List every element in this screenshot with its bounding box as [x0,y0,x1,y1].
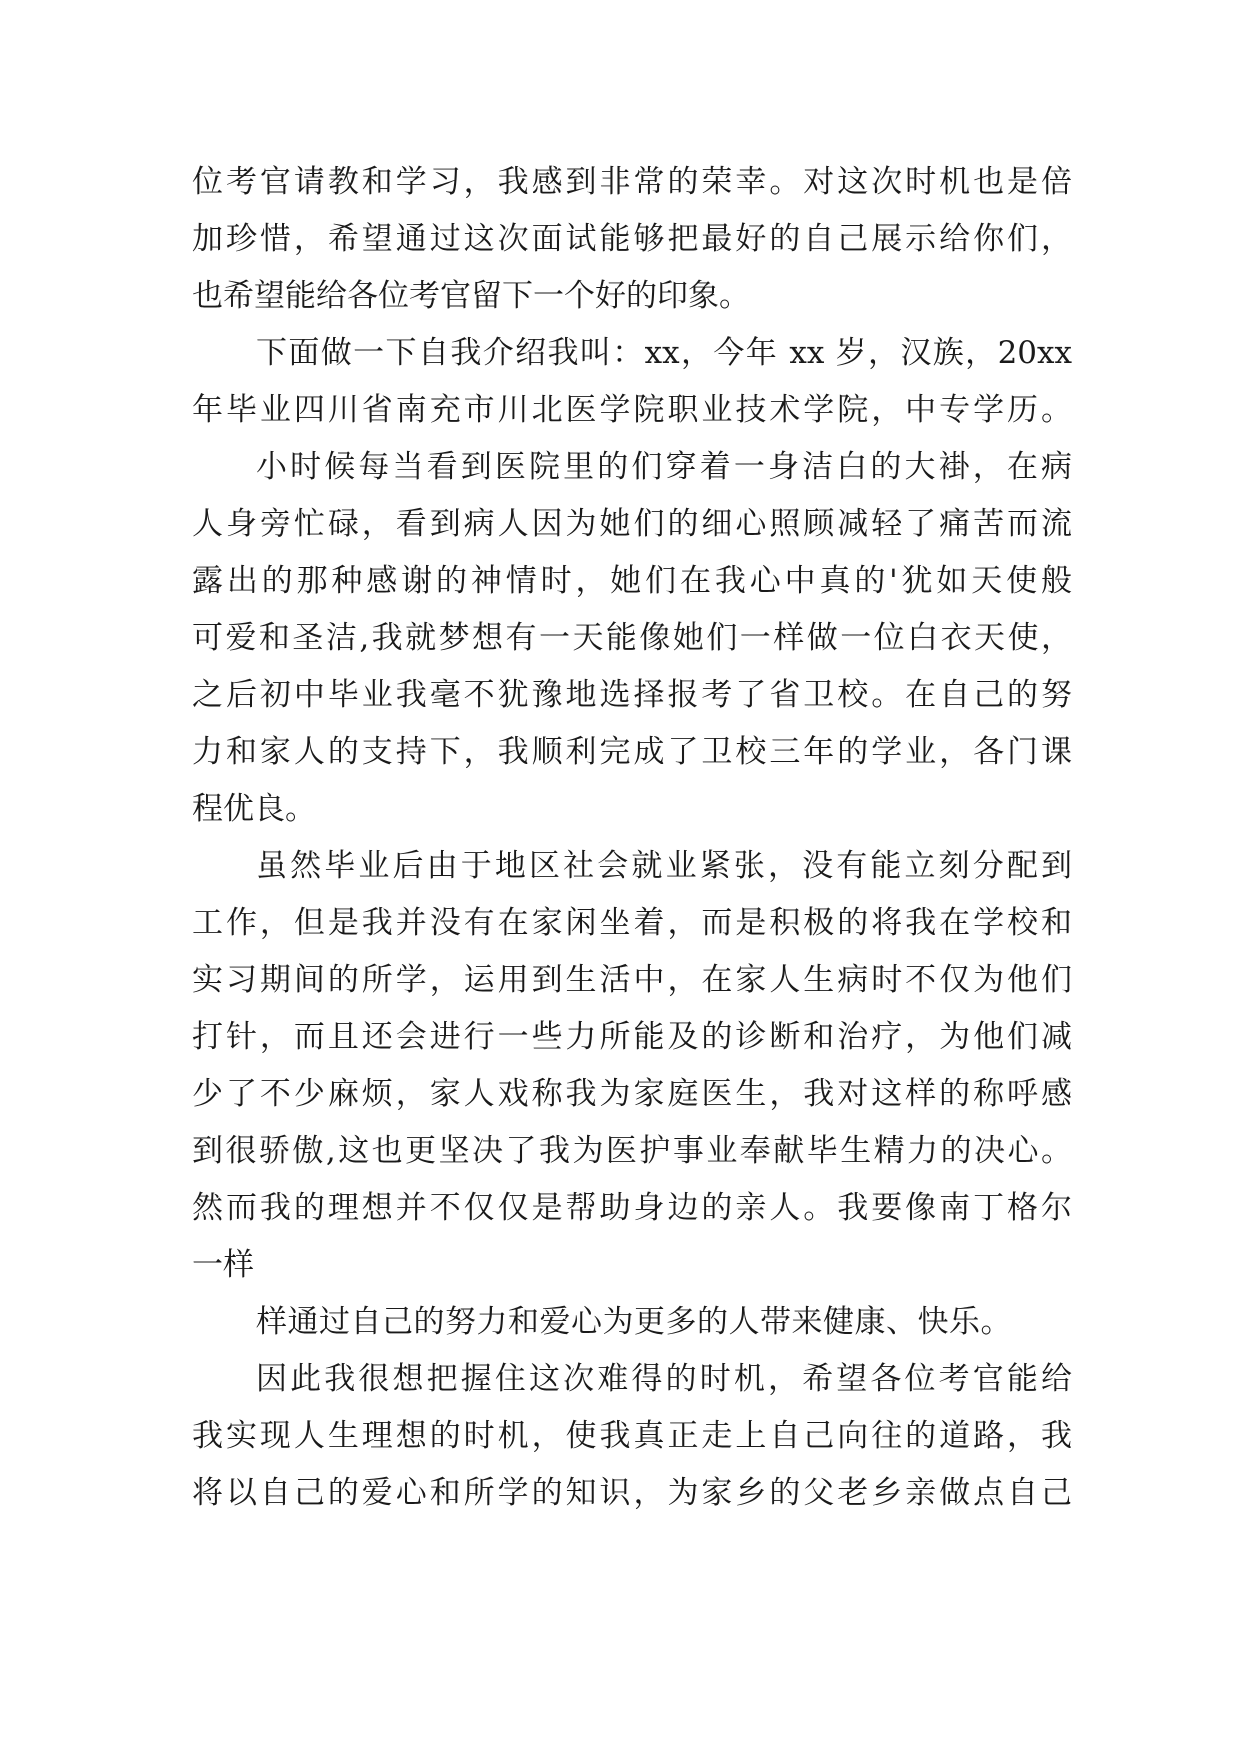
text-line: 力和家人的支持下，我顺利完成了卫校三年的学业，各门课 [192,734,1072,770]
text-line: 实习期间的所学，运用到生活中，在家人生病时不仅为他们 [192,962,1072,998]
text-line: 露出的那种感谢的神情时，她们在我心中真的'犹如天使般 [192,563,1072,599]
document-body [192,154,1072,1522]
text-line: 我实现人生理想的时机，使我真正走上自己向往的道路，我 [192,1418,1072,1454]
text-line: 样通过自己的努力和爱心为更多的人带来健康、快乐。 [256,1304,1012,1340]
text-line: 工作，但是我并没有在家闲坐着，而是积极的将我在学校和 [192,905,1072,941]
text-line: 也希望能给各位考官留下一个好的印象。 [192,278,750,314]
text-line: 打针，而且还会进行一些力所能及的诊断和治疗，为他们减 [192,1019,1072,1055]
text-line: 小时候每当看到医院里的们穿着一身洁白的大褂，在病 [256,449,1072,485]
text-line: 然而我的理想并不仅仅是帮助身边的亲人。我要像南丁格尔 [192,1190,1072,1226]
text-line: 年毕业四川省南充市川北医学院职业技术学院，中专学历。 [192,392,1072,428]
text-line: 到很骄傲,这也更坚决了我为医护事业奉献毕生精力的决心。 [192,1133,1072,1169]
text-line: 加珍惜，希望通过这次面试能够把最好的自己展示给你们， [192,221,1072,257]
text-line: 程优良。 [192,791,316,827]
text-line: 因此我很想把握住这次难得的时机，希望各位考官能给 [256,1361,1072,1397]
text-line: 虽然毕业后由于地区社会就业紧张，没有能立刻分配到 [256,848,1072,884]
text-line: 将以自己的爱心和所学的知识，为家乡的父老乡亲做点自己 [192,1475,1072,1511]
text-line: 人身旁忙碌，看到病人因为她们的细心照顾减轻了痛苦而流 [192,506,1072,542]
text-line: 位考官请教和学习，我感到非常的荣幸。对这次时机也是倍 [192,164,1072,200]
text-line: 一样 [192,1247,254,1283]
text-line: 少了不少麻烦，家人戏称我为家庭医生，我对这样的称呼感 [192,1076,1072,1112]
text-line: 下面做一下自我介绍我叫：xx，今年 xx 岁，汉族，20xx [256,335,1072,371]
text-line: 可爱和圣洁,我就梦想有一天能像她们一样做一位白衣天使， [192,620,1072,656]
text-line: 之后初中毕业我毫不犹豫地选择报考了省卫校。在自己的努 [192,677,1072,713]
